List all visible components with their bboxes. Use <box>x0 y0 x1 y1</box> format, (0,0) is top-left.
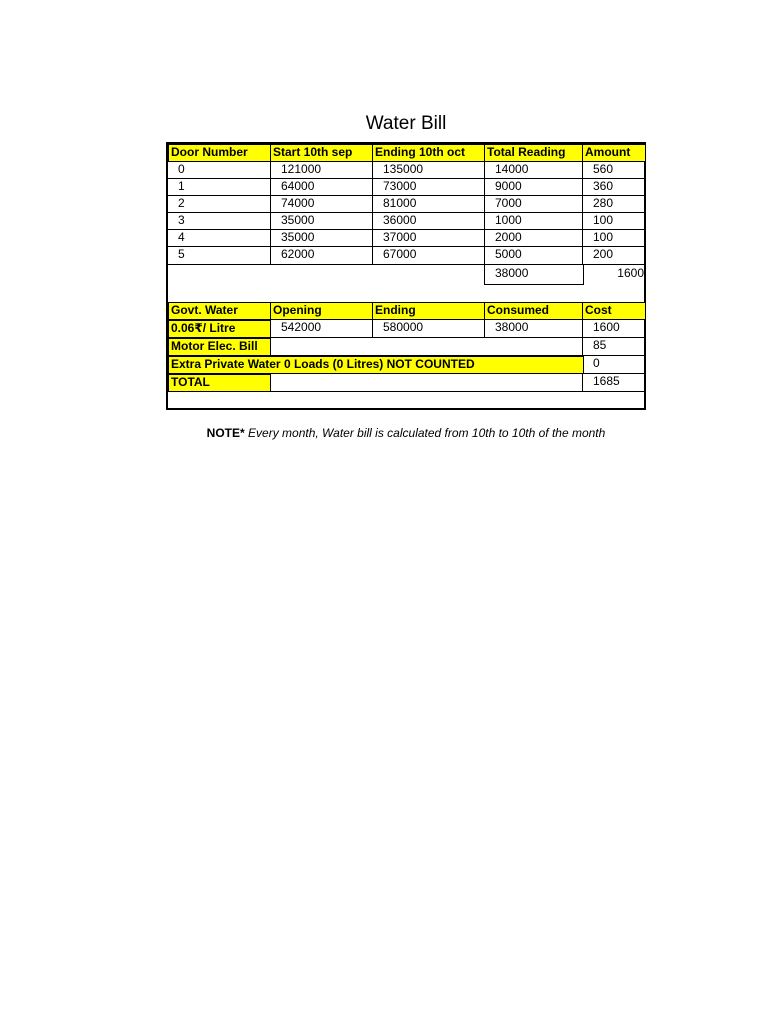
header-govt-water: Govt. Water <box>168 302 271 320</box>
start-reading: 121000 <box>271 162 373 179</box>
note-label: NOTE* <box>206 426 245 440</box>
extra-water-label: Extra Private Water 0 Loads (0 Litres) NOT COUNTED <box>168 356 584 374</box>
note-text: Every month, Water bill is calculated from 10th to 10th of the month <box>248 426 606 440</box>
cost-value: 1600 <box>583 320 646 338</box>
start-reading: 35000 <box>271 213 373 230</box>
total-amount-sum: 1600 <box>617 266 644 280</box>
total-reading: 7000 <box>485 196 583 213</box>
door-number: 0 <box>168 162 271 179</box>
total-reading: 1000 <box>485 213 583 230</box>
header-door-number: Door Number <box>168 144 271 162</box>
door-number: 4 <box>168 230 271 247</box>
start-reading: 35000 <box>271 230 373 247</box>
header-cost: Cost <box>582 302 646 320</box>
total-blank <box>271 374 583 392</box>
start-reading: 64000 <box>271 179 373 196</box>
ending-reading: 81000 <box>373 196 485 213</box>
ending-reading: 67000 <box>373 247 485 265</box>
amount: 280 <box>583 196 646 213</box>
total-reading: 9000 <box>485 179 583 196</box>
total-value: 1685 <box>583 374 646 392</box>
start-reading: 74000 <box>271 196 373 213</box>
door-number: 5 <box>168 247 271 265</box>
total-label: TOTAL <box>168 374 271 392</box>
ending-reading: 36000 <box>373 213 485 230</box>
door-number: 3 <box>168 213 271 230</box>
header-total-reading: Total Reading <box>484 144 583 162</box>
amount: 100 <box>583 230 646 247</box>
header-ending2: Ending <box>372 302 485 320</box>
amount: 360 <box>583 179 646 196</box>
note <box>166 426 646 440</box>
total-reading: 5000 <box>485 247 583 265</box>
amount: 100 <box>583 213 646 230</box>
ending-reading: 135000 <box>373 162 485 179</box>
door-number: 1 <box>168 179 271 196</box>
total-reading-sum: 38000 <box>484 265 584 285</box>
amount: 560 <box>583 162 646 179</box>
rate-label: 0.06₹/ Litre <box>168 320 271 338</box>
water-bill-sheet <box>166 142 646 410</box>
amount: 200 <box>583 247 646 265</box>
motor-label: Motor Elec. Bill <box>168 338 271 356</box>
motor-blank <box>271 338 583 356</box>
door-number: 2 <box>168 196 271 213</box>
motor-value: 85 <box>583 338 646 356</box>
header-opening: Opening <box>270 302 373 320</box>
start-reading: 62000 <box>271 247 373 265</box>
header-amount: Amount <box>582 144 646 162</box>
total-reading: 14000 <box>485 162 583 179</box>
page-title: Water Bill <box>365 113 447 134</box>
consumed-value: 38000 <box>485 320 583 338</box>
opening-value: 542000 <box>271 320 373 338</box>
ending-reading: 37000 <box>373 230 485 247</box>
header-consumed: Consumed <box>484 302 583 320</box>
ending-value: 580000 <box>373 320 485 338</box>
total-reading: 2000 <box>485 230 583 247</box>
ending-reading: 73000 <box>373 179 485 196</box>
header-ending: Ending 10th oct <box>372 144 485 162</box>
header-start: Start 10th sep <box>270 144 373 162</box>
extra-water-value: 0 <box>583 356 646 374</box>
